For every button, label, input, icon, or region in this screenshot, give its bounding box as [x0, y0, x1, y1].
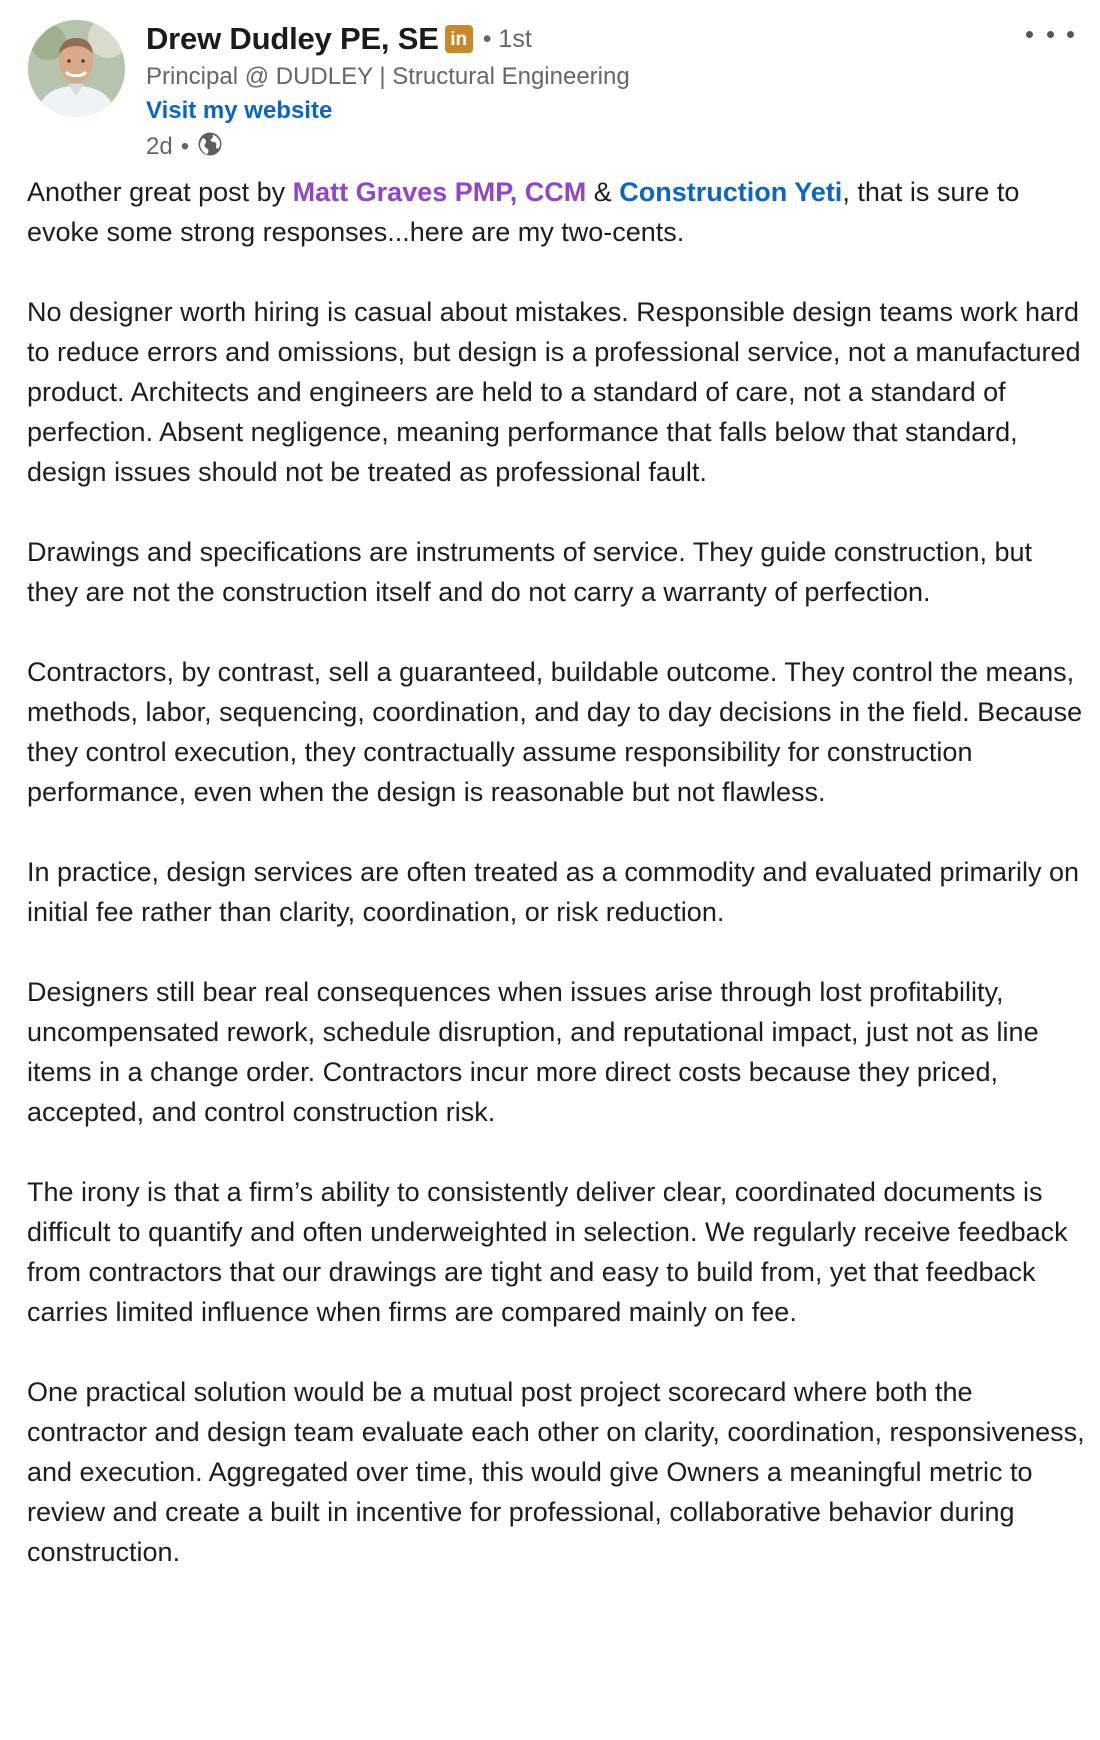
mention-construction-yeti[interactable]: Construction Yeti [619, 177, 843, 207]
post-paragraph: Drawings and specifications are instruments of service. They guide construction, but they are not the construction itself and do not carry a warranty of perfection. [27, 537, 1032, 607]
post-paragraph: One practical solution would be a mutual post project scorecard where both the contractor and design team evaluate each other on clarity, coordination, responsiveness, and execution. Aggregated over time, this would give Owners a meaningful metric to review and create a built in incentive for professional, collaborative behavior during construction. [27, 1377, 1085, 1567]
author-name[interactable]: Drew Dudley PE, SE [146, 21, 439, 56]
post-body [27, 172, 1087, 1612]
post-paragraph: Designers still bear real consequences when issues arise through lost profitability, uncompensated rework, schedule disruption, and reputational impact, just not as line items in a change order. Contractors incur more direct costs because they priced, accepted, and control construction risk. [27, 977, 1039, 1127]
globe-icon [197, 131, 223, 164]
author-name-row [146, 18, 630, 60]
post-paragraph: In practice, design services are often treated as a commodity and evaluated primarily on initial fee rather than clarity, coordination, or risk reduction. [27, 857, 1080, 927]
linkedin-premium-icon: in [445, 25, 473, 53]
avatar-photo [28, 20, 125, 117]
mention-matt-graves[interactable]: Matt Graves PMP, CCM [292, 177, 587, 207]
avatar[interactable] [28, 20, 125, 117]
author-headline: Principal @ DUDLEY | Structural Engineering [146, 63, 630, 90]
visit-website-link[interactable]: Visit my website [146, 97, 333, 124]
more-horizontal-icon [1026, 31, 1033, 38]
post-paragraph: No designer worth hiring is casual about mistakes. Responsible design teams work hard to reduce errors and omissions, but design is a professional service, not a manufactured product. Architects and engineers are held to a standard of care, not a standard of perfection. Absent negligence, meaning performance that falls below that standard, design issues should not be treated as professional fault. [27, 297, 1081, 487]
post-header [146, 18, 630, 166]
post-paragraph: The irony is that a firm’s ability to consistently deliver clear, coordinated documents is difficult to quantify and often underweighted in selection. We regularly receive feedback from contractors that our drawings are tight and easy to build from, yet that feedback carries limited influence when firms are compared mainly on fee. [27, 1177, 1068, 1327]
meta-separator: • [180, 133, 190, 160]
post-paragraph: Contractors, by contrast, sell a guaranteed, buildable outcome. They control the means, methods, labor, sequencing, coordination, and day to day decisions in the field. Because they control execution, they contractually assume responsibility for construction performance, even when the design is reasonable but not flawless. [27, 657, 1083, 807]
more-options-button[interactable] [1026, 18, 1074, 50]
post-paragraph-intro: Another great post by Matt Graves PMP, CCM & Construction Yeti, that is sure to evoke some strong responses...here are my two-cents. [27, 177, 1020, 247]
connection-degree: • 1st [482, 24, 532, 53]
post-time: 2d [146, 133, 173, 160]
post-meta [146, 128, 630, 166]
